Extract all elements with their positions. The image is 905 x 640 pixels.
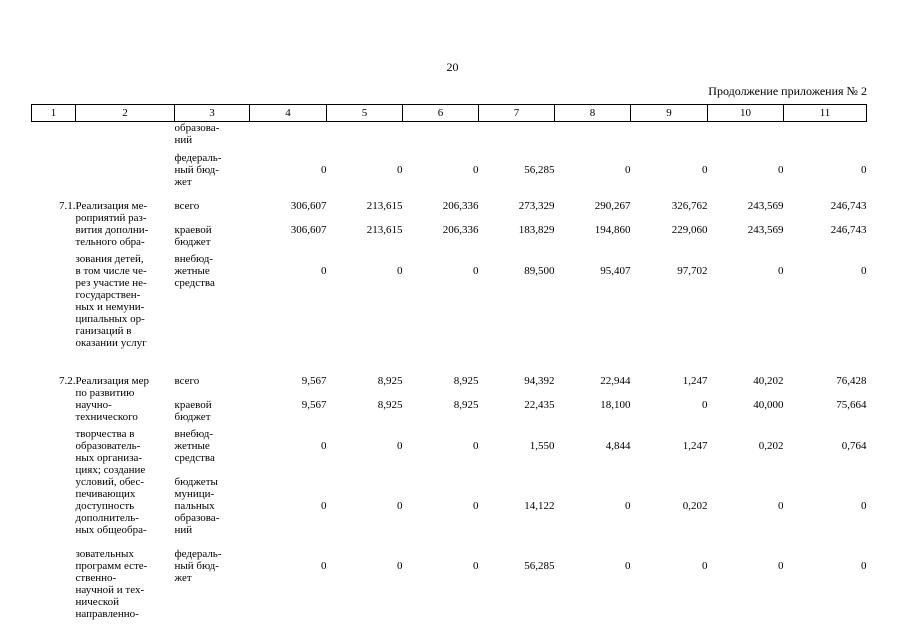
value-cell: 1,247 [682, 439, 708, 452]
value-cell: 306,607 [290, 223, 327, 236]
value-cell: 0 [861, 163, 867, 176]
value-cell [784, 122, 867, 152]
measure-name: Реализация ме- роприятий раз- [75, 199, 148, 224]
value-cell: 9,567 [301, 374, 327, 387]
value-cell: 206,336 [442, 223, 479, 236]
value-cell: 0 [473, 264, 479, 277]
item-number [32, 122, 76, 152]
value-cell: 40,202 [753, 374, 784, 387]
value-cell: 0 [473, 439, 479, 452]
funding-source: краевой бюджет [174, 398, 212, 423]
value-cell: 206,336 [442, 199, 479, 212]
measure-name: зовательных программ есте- ственно- научной и тех- нической направленно- [75, 547, 148, 620]
value-cell: 0 [397, 163, 403, 176]
item-number [32, 152, 76, 200]
value-cell: 0 [473, 163, 479, 176]
value-cell: 75,664 [836, 398, 867, 411]
item-number [32, 253, 76, 375]
value-cell: 0 [625, 559, 631, 572]
value-cell: 0,202 [682, 499, 708, 512]
measure-name: вития дополни- тельного обра- [75, 223, 149, 248]
column-header: 11 [784, 105, 867, 122]
funding-source: всего [174, 374, 200, 387]
item-number [32, 399, 76, 428]
value-cell: 0 [778, 264, 784, 277]
value-cell [708, 122, 784, 152]
value-cell: 0 [625, 163, 631, 176]
value-cell: 183,829 [518, 223, 555, 236]
value-cell: 8,925 [377, 398, 403, 411]
value-cell: 0 [702, 559, 708, 572]
column-header: 7 [479, 105, 555, 122]
table-row [32, 200, 867, 224]
value-cell: 0 [321, 163, 327, 176]
value-cell [479, 122, 555, 152]
item-number [32, 428, 76, 476]
value-cell: 0 [625, 499, 631, 512]
column-header: 4 [250, 105, 327, 122]
value-cell: 0 [861, 499, 867, 512]
funding-source: внебюд- жетные средства [174, 427, 215, 464]
value-cell: 4,844 [605, 439, 631, 452]
value-cell: 290,267 [594, 199, 631, 212]
value-cell [403, 122, 479, 152]
value-cell: 0,202 [758, 439, 784, 452]
measure-name [76, 152, 175, 200]
funding-source: федераль- ный бюд- жет [174, 151, 222, 188]
table-row [32, 224, 867, 253]
value-cell: 246,743 [830, 223, 867, 236]
value-cell: 194,860 [594, 223, 631, 236]
table-row [32, 122, 867, 152]
value-cell: 94,392 [524, 374, 555, 387]
value-cell: 18,100 [600, 398, 631, 411]
value-cell: 9,567 [301, 398, 327, 411]
value-cell: 40,000 [753, 398, 784, 411]
value-cell: 243,569 [747, 223, 784, 236]
value-cell: 0 [397, 499, 403, 512]
funding-source: бюджеты муници- пальных образова- ний [174, 475, 220, 536]
value-cell: 8,925 [453, 374, 479, 387]
value-cell: 0 [397, 559, 403, 572]
value-cell: 56,285 [524, 163, 555, 176]
value-cell: 213,615 [366, 223, 403, 236]
value-cell: 1,550 [529, 439, 555, 452]
table-body [32, 122, 867, 624]
page-number: 20 [446, 60, 459, 74]
item-number: 7.1. [59, 199, 76, 212]
value-cell: 0 [473, 559, 479, 572]
table-row [32, 375, 867, 399]
value-cell [250, 122, 327, 152]
funding-source: федераль- ный бюд- жет [174, 547, 222, 584]
measure-name: Реализация мер по развитию [75, 374, 149, 399]
value-cell: 97,702 [677, 264, 708, 277]
table-row [32, 152, 867, 200]
item-number [32, 476, 76, 548]
value-cell: 0 [397, 264, 403, 277]
table-row [32, 428, 867, 476]
value-cell: 0 [473, 499, 479, 512]
budget-table [31, 104, 867, 624]
item-number [32, 224, 76, 253]
value-cell: 56,285 [524, 559, 555, 572]
value-cell: 8,925 [453, 398, 479, 411]
funding-source: всего [174, 199, 200, 212]
value-cell: 89,500 [524, 264, 555, 277]
value-cell: 0 [397, 439, 403, 452]
column-header: 8 [555, 105, 631, 122]
value-cell: 22,435 [524, 398, 555, 411]
measure-name: зования детей, в том числе че- рез участие не- государствен- ных и немуни- ципальных ор- ганизаций в оказании услуг [75, 252, 147, 349]
value-cell: 76,428 [836, 374, 867, 387]
value-cell: 243,569 [747, 199, 784, 212]
value-cell: 273,329 [518, 199, 555, 212]
value-cell: 0 [702, 163, 708, 176]
value-cell: 306,607 [290, 199, 327, 212]
value-cell: 22,944 [600, 374, 631, 387]
table-row [32, 399, 867, 428]
value-cell: 1,247 [682, 374, 708, 387]
value-cell: 213,615 [366, 199, 403, 212]
value-cell: 95,407 [600, 264, 631, 277]
value-cell [327, 122, 403, 152]
column-header: 1 [32, 105, 76, 122]
measure-name: условий, обес- печивающих доступность дополнитель- ных общеобра- [75, 475, 147, 536]
value-cell [631, 122, 708, 152]
table-row [32, 548, 867, 624]
column-header: 9 [631, 105, 708, 122]
measure-name: творчества в образователь- ных организа- циях; создание [75, 427, 146, 476]
value-cell: 8,925 [377, 374, 403, 387]
column-number-row [32, 105, 867, 122]
value-cell: 229,060 [671, 223, 708, 236]
value-cell: 0 [778, 163, 784, 176]
column-header: 2 [76, 105, 175, 122]
value-cell: 0 [321, 264, 327, 277]
value-cell: 0 [861, 264, 867, 277]
column-header: 6 [403, 105, 479, 122]
table-row [32, 476, 867, 548]
value-cell: 0 [702, 398, 708, 411]
value-cell: 0 [778, 499, 784, 512]
value-cell: 0 [321, 499, 327, 512]
funding-source: внебюд- жетные средства [174, 252, 215, 289]
value-cell: 326,762 [671, 199, 708, 212]
value-cell: 0,764 [841, 439, 867, 452]
measure-name [76, 122, 175, 152]
funding-source: образова- ний [174, 122, 220, 146]
table-row [32, 253, 867, 375]
value-cell: 246,743 [830, 199, 867, 212]
measure-name: научно- технического [75, 398, 138, 423]
value-cell: 0 [321, 439, 327, 452]
continuation-label: Продолжение приложения № 2 [708, 84, 867, 98]
column-header: 3 [175, 105, 250, 122]
value-cell: 0 [778, 559, 784, 572]
column-header: 10 [708, 105, 784, 122]
value-cell [555, 122, 631, 152]
item-number [32, 548, 76, 624]
value-cell: 0 [861, 559, 867, 572]
item-number: 7.2. [59, 374, 76, 387]
funding-source: краевой бюджет [174, 223, 212, 248]
value-cell: 0 [321, 559, 327, 572]
column-header: 5 [327, 105, 403, 122]
value-cell: 14,122 [524, 499, 555, 512]
